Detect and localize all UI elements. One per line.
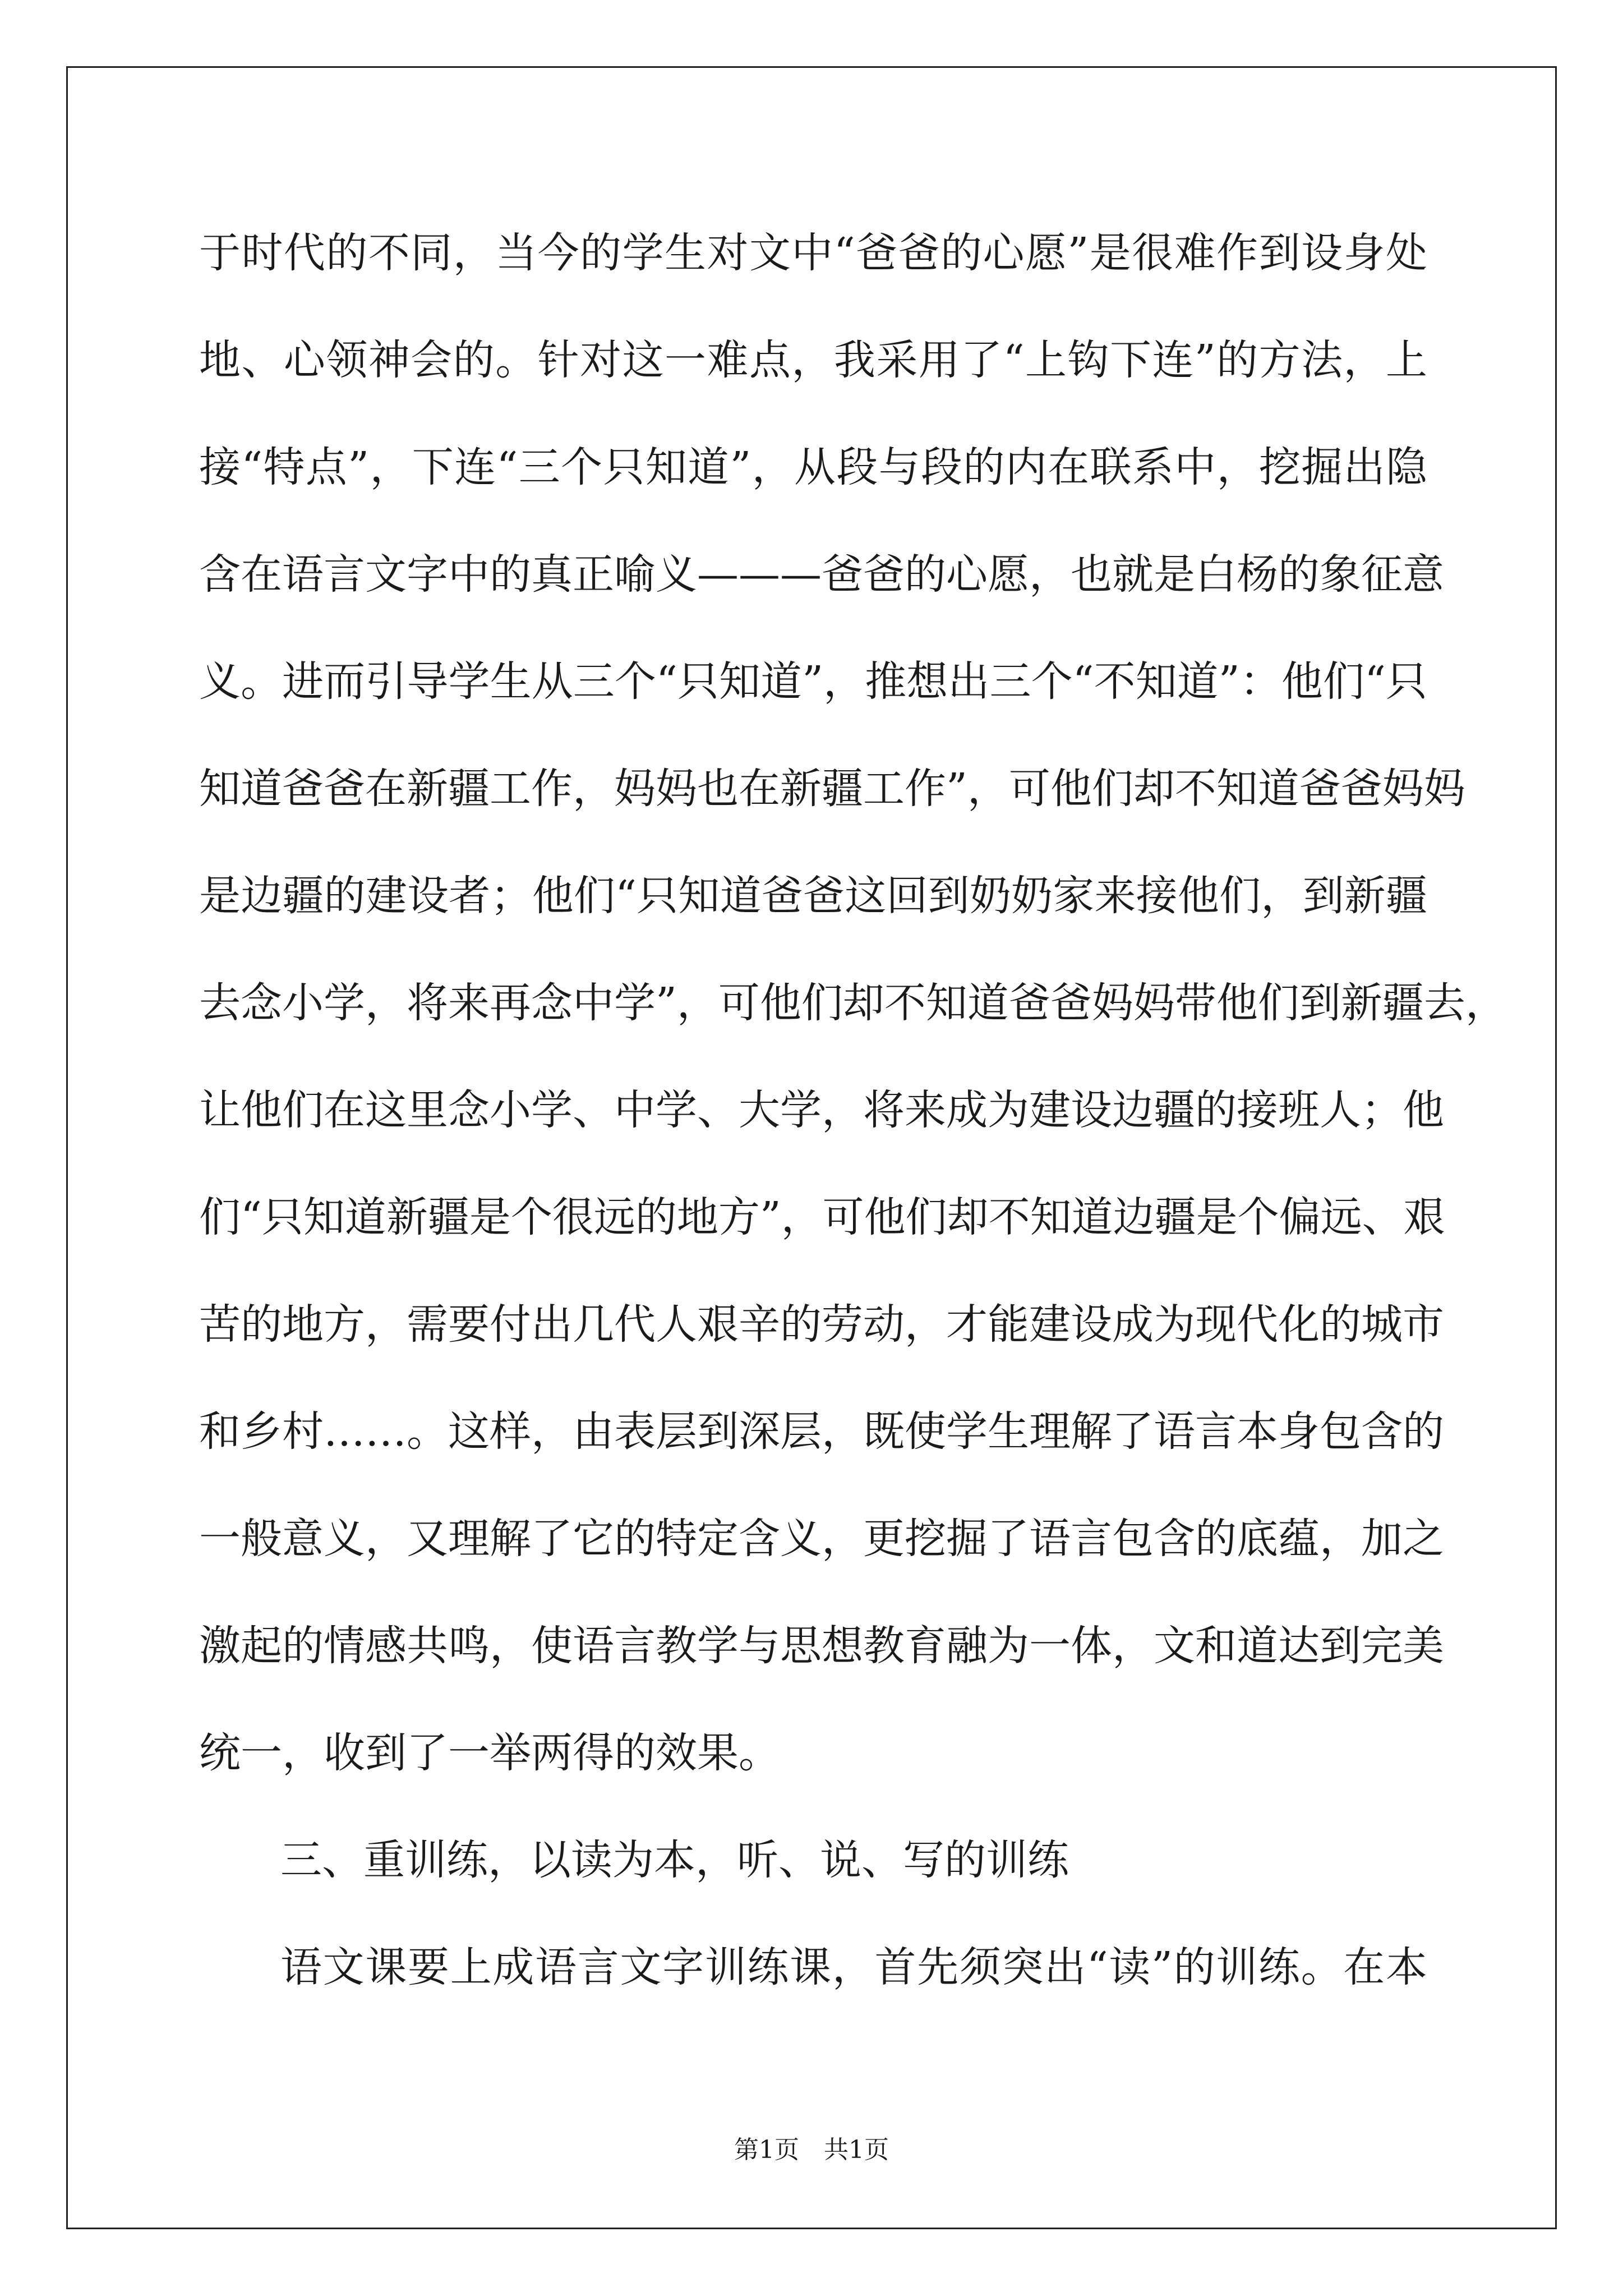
body-line-3: 接“特点”，下连“三个只知道”，从段与段的内在联系中，挖掘出隐 (199, 443, 1427, 491)
body-line-6: 知道爸爸在新疆工作，妈妈也在新疆工作”，可他们却不知道爸爸妈妈 (199, 765, 1465, 813)
section-heading: 三、重训练，以读为本，听、说、写的训练 (280, 1836, 1069, 1884)
body-line-13: 一般意义，又理解了它的特定含义，更挖掘了语言包含的底蕴，加之 (199, 1515, 1444, 1563)
page-number: 第1页 共1页 (734, 2136, 889, 2164)
body-line-2: 地、心领神会的。针对这一难点，我采用了“上钩下连”的方法，上 (199, 336, 1427, 384)
body-line-8: 去念小学，将来再念中学”，可他们却不知道爸爸妈妈带他们到新疆去， (199, 979, 1507, 1027)
body-line-12: 和乡村……。这样，由表层到深层，既使学生理解了语言本身包含的 (199, 1407, 1444, 1456)
body-line-9: 让他们在这里念小学、中学、大学，将来成为建设边疆的接班人；他 (199, 1086, 1444, 1134)
body-line-10: 们“只知道新疆是个很远的地方”，可他们却不知道边疆是个偏远、艰 (199, 1193, 1445, 1241)
body-line-15: 统一，收到了一举两得的效果。 (199, 1729, 780, 1777)
body-line-5: 义。进而引导学生从三个“只知道”，推想出三个“不知道”：他们“只 (199, 657, 1427, 706)
body-line-1: 于时代的不同，当今的学生对文中“爸爸的心愿”是很难作到设身处 (199, 229, 1427, 277)
body-line-7: 是边疆的建设者；他们“只知道爸爸这回到奶奶家来接他们，到新疆 (199, 872, 1427, 920)
body-line-14: 激起的情感共鸣，使语言教学与思想教育融为一体，文和道达到完美 (199, 1622, 1444, 1670)
body-line-11: 苦的地方，需要付出几代人艰辛的劳动，才能建设成为现代化的城市 (199, 1300, 1444, 1349)
page-border (66, 66, 1557, 2229)
paragraph-first-line: 语文课要上成语言文字训练课，首先须突出“读”的训练。在本 (280, 1943, 1427, 1991)
body-line-4: 含在语言文字中的真正喻义———爸爸的心愿，也就是白杨的象征意 (199, 550, 1444, 599)
